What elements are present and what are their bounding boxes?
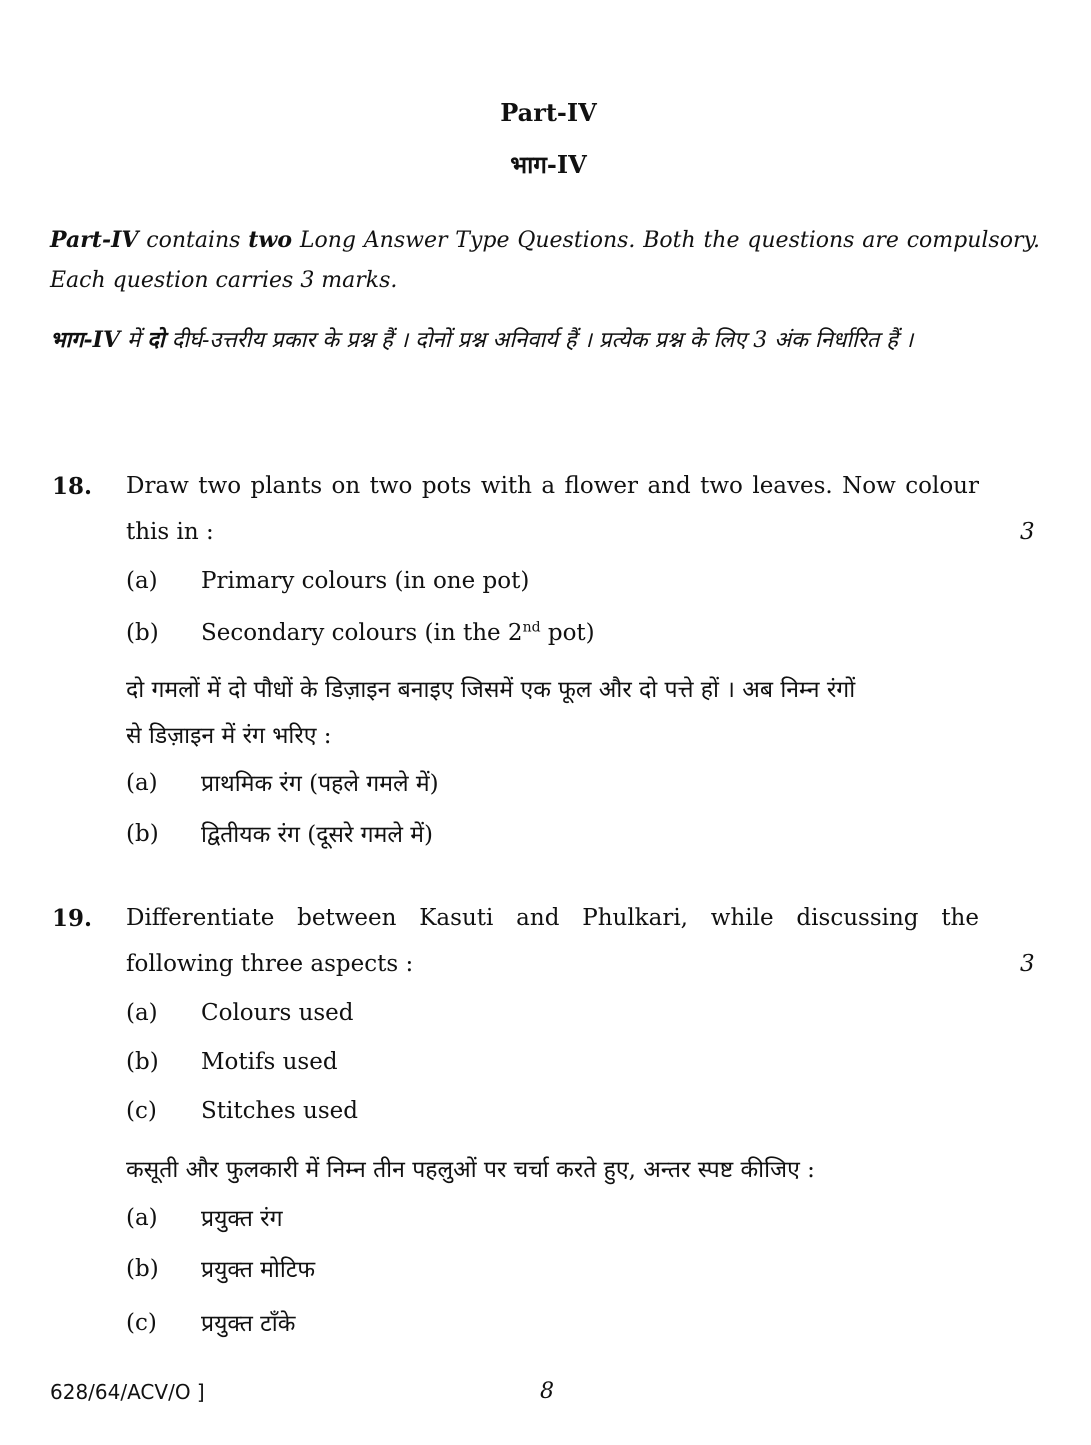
question-text-hi: कसूती और फुलकारी में निम्न तीन पहलुओं पर चर्चा करते हुए, अन्तर स्पष्ट कीजिए : (126, 1157, 815, 1183)
instructions-en-t2: Long Answer Type Questions. Both the questions are compulsory. Each question carries 3 marks. (50, 228, 1040, 293)
question-marks: 3 (1020, 519, 1035, 545)
page-number: 8 (540, 1379, 554, 1404)
instructions-hi-count: दो (147, 327, 165, 353)
option-text-hi: प्रयुक्त टाँके (201, 1311, 296, 1337)
instructions-hi-part: भाग-IV (50, 327, 121, 353)
instructions-en-part: Part-IV (50, 227, 139, 253)
option-label: (b) (126, 620, 159, 646)
option-label: (a) (126, 770, 158, 796)
option-text-pre: Secondary colours (in the 2 (201, 620, 523, 646)
instructions-hi-t1: में (120, 328, 148, 353)
question-number: 18. (52, 473, 93, 500)
option-text: Colours used (201, 1000, 354, 1026)
option-text-hi: द्वितीयक रंग (दूसरे गमले में) (201, 822, 434, 848)
instructions-en (50, 220, 1040, 301)
part-title-hi: भाग-IV (510, 150, 587, 179)
option-label: (c) (126, 1098, 157, 1124)
option-label: (a) (126, 1000, 158, 1026)
option-text-hi: प्रयुक्त रंग (201, 1206, 283, 1232)
option-label: (b) (126, 821, 159, 847)
instructions-hi-t2: दीर्घ-उत्तरीय प्रकार के प्रश्न हैं । दोनों प्रश्न अनिवार्य हैं । प्रत्येक प्रश्न के लिए 3 अंक निर्धारित हैं । (164, 328, 914, 353)
paper-code: 628/64/ACV/O ] (50, 1380, 205, 1404)
option-text: Motifs used (201, 1049, 338, 1075)
option-text (201, 620, 595, 646)
option-text-hi: प्राथमिक रंग (पहले गमले में) (201, 771, 439, 797)
instructions-en-count: two (248, 227, 293, 253)
option-label: (c) (126, 1310, 157, 1336)
question-text-hi-line2: से डिज़ाइन में रंग भरिए : (126, 723, 332, 749)
question-number: 19. (52, 905, 93, 932)
instructions-en-t1: contains (138, 228, 249, 253)
option-label: (b) (126, 1256, 159, 1282)
option-label: (a) (126, 1205, 158, 1231)
option-text: Primary colours (in one pot) (201, 568, 530, 594)
question-text-hi-line1: दो गमलों में दो पौधों के डिज़ाइन बनाइए जिसमें एक फूल और दो पत्ते हों । अब निम्न रंगों (126, 677, 856, 703)
option-label: (b) (126, 1049, 159, 1075)
question-text-line1: Differentiate between Kasuti and Phulkari, while discussing the (126, 905, 979, 931)
option-text: Stitches used (201, 1098, 358, 1124)
question-text-line1: Draw two plants on two pots with a flower and two leaves. Now colour (126, 473, 979, 499)
option-text-post: pot) (540, 620, 595, 646)
part-title-en: Part-IV (500, 98, 597, 127)
option-text-sup: nd (522, 619, 541, 636)
question-text-line2: following three aspects : (126, 951, 414, 977)
question-text-line2: this in : (126, 519, 214, 545)
option-text-hi: प्रयुक्त मोटिफ (201, 1257, 316, 1283)
option-label: (a) (126, 568, 158, 594)
question-marks: 3 (1020, 951, 1035, 977)
instructions-hi (50, 320, 1040, 361)
